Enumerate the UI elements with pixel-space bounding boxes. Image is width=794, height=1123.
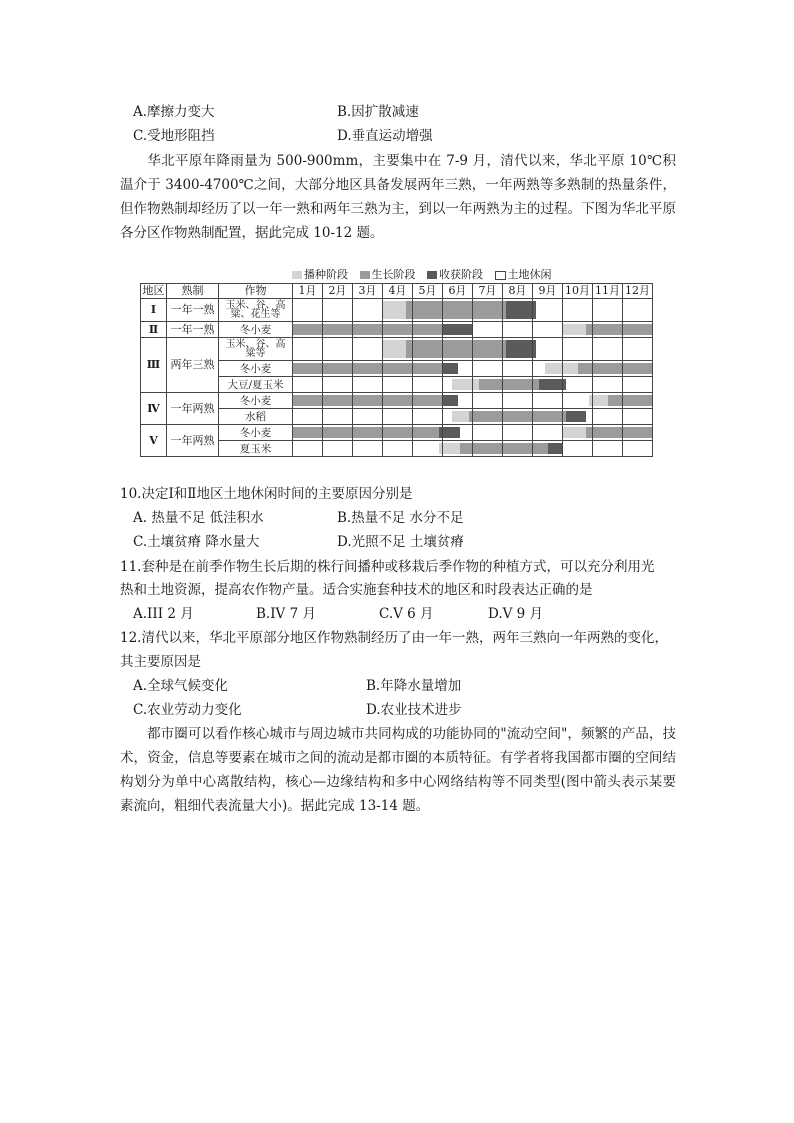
month-cell: [503, 338, 533, 361]
region-cell: Ⅰ: [141, 299, 167, 322]
crop-system-table: [140, 283, 653, 457]
month-cell: [413, 361, 443, 377]
bar-harv: [539, 379, 562, 390]
month-cell: [593, 338, 623, 361]
region-cell: Ⅲ: [141, 338, 167, 393]
month-cell: [383, 322, 413, 338]
bar-grow: [323, 427, 352, 438]
month-cell: [293, 377, 323, 393]
month-cell: [473, 393, 503, 409]
month-cell: [443, 322, 473, 338]
bar-grow: [593, 324, 622, 335]
bar-grow: [578, 363, 593, 374]
bar-grow: [353, 427, 382, 438]
month-cell: [563, 377, 593, 393]
bar-harv: [443, 363, 458, 374]
month-cell: [293, 409, 323, 425]
bar-grow: [383, 427, 412, 438]
month-cell: [383, 425, 413, 441]
q12-option-b: B.年降水量增加: [366, 678, 462, 694]
month-cell: [593, 377, 623, 393]
chart-legend: [292, 266, 560, 282]
month-cell: [473, 425, 503, 441]
q11-stem-line1: 11.套种是在前季作物生长后期的株行间播种或移栽后季作物的种植方式，可以充分利用光: [120, 559, 655, 575]
month-cell: [593, 393, 623, 409]
option-b-top: B.因扩散减速: [337, 104, 419, 120]
header-cell: 1月: [293, 284, 323, 299]
month-cell: [623, 441, 653, 457]
month-cell: [533, 409, 563, 425]
crop-cell: 冬小麦: [219, 361, 293, 377]
region-cell: Ⅴ: [141, 425, 167, 457]
month-cell: [503, 393, 533, 409]
month-cell: [443, 361, 473, 377]
bar-grow: [608, 395, 623, 406]
month-cell: [473, 338, 503, 361]
header-cell: 2月: [323, 284, 353, 299]
crop-cell: 大豆/夏玉米: [219, 377, 293, 393]
month-cell: [533, 425, 563, 441]
month-cell: [293, 299, 323, 322]
bar-grow: [479, 379, 502, 390]
table-row: [141, 425, 653, 441]
bar-grow: [353, 324, 382, 335]
month-cell: [443, 377, 473, 393]
q11-option-d: D.V 9 月: [488, 606, 544, 622]
month-cell: [323, 425, 353, 441]
month-cell: [293, 441, 323, 457]
month-cell: [563, 299, 593, 322]
table-header-row: [141, 284, 653, 299]
header-cell: 12月: [623, 284, 653, 299]
month-cell: [533, 322, 563, 338]
bar-harv: [566, 411, 586, 422]
month-cell: [383, 393, 413, 409]
bar-harv: [533, 301, 536, 319]
table-row: [141, 299, 653, 322]
month-cell: [473, 441, 503, 457]
month-cell: [623, 299, 653, 322]
month-cell: [593, 425, 623, 441]
month-cell: [353, 409, 383, 425]
bar-grow: [293, 363, 322, 374]
bar-grow: [593, 363, 622, 374]
bar-sow: [452, 379, 472, 390]
bar-grow: [353, 363, 382, 374]
month-cell: [473, 361, 503, 377]
month-cell: [593, 409, 623, 425]
q12-stem-line1: 12.清代以来，华北平原部分地区作物熟制经历了由一年一熟，两年三熟向一年两熟的变化，: [120, 630, 668, 646]
month-cell: [353, 393, 383, 409]
bar-grow: [406, 301, 412, 319]
bar-sow: [443, 443, 460, 454]
bar-grow: [383, 324, 412, 335]
month-cell: [413, 393, 443, 409]
month-cell: [533, 393, 563, 409]
month-cell: [413, 322, 443, 338]
bar-grow: [473, 443, 502, 454]
bar-sow: [383, 301, 406, 319]
month-cell: [533, 377, 563, 393]
region-cell: Ⅱ: [141, 322, 167, 338]
bar-grow: [533, 443, 548, 454]
month-cell: [353, 441, 383, 457]
legend-harvest-swatch: [427, 271, 437, 279]
bar-grow: [473, 411, 502, 422]
month-cell: [563, 425, 593, 441]
month-cell: [473, 299, 503, 322]
month-cell: [443, 393, 473, 409]
region-cell: Ⅳ: [141, 393, 167, 425]
bar-grow: [323, 395, 352, 406]
bar-harv: [506, 340, 532, 358]
system-cell: 一年一熟: [167, 322, 219, 338]
system-cell: 一年两熟: [167, 393, 219, 425]
month-cell: [413, 377, 443, 393]
bar-grow: [406, 340, 412, 358]
header-cell: 7月: [473, 284, 503, 299]
month-cell: [443, 425, 473, 441]
bar-grow: [323, 363, 352, 374]
bar-grow: [443, 340, 472, 358]
crop-cell: 夏玉米: [219, 441, 293, 457]
bar-harv: [563, 379, 566, 390]
bar-grow: [593, 427, 622, 438]
header-cell: 地区: [142, 284, 165, 297]
month-cell: [473, 409, 503, 425]
month-cell: [623, 425, 653, 441]
month-cell: [593, 299, 623, 322]
month-cell: [623, 361, 653, 377]
month-cell: [473, 322, 503, 338]
bar-grow: [586, 324, 592, 335]
header-cell: 11月: [593, 284, 623, 299]
table-row: [141, 393, 653, 409]
bar-grow: [503, 443, 532, 454]
bar-grow: [293, 395, 322, 406]
header-cell: 5月: [413, 284, 443, 299]
q10-stem: 10.决定Ⅰ和Ⅱ地区土地休闲时间的主要原因分别是: [120, 486, 413, 502]
month-cell: [293, 322, 323, 338]
month-cell: [503, 322, 533, 338]
metro-paragraph: [120, 722, 676, 818]
legend-grow-swatch: [360, 271, 370, 279]
crop-cell: 冬小麦: [219, 425, 293, 441]
month-cell: [323, 299, 353, 322]
month-cell: [353, 299, 383, 322]
bar-sow: [563, 363, 578, 374]
crop-cell: 冬小麦: [219, 322, 293, 338]
bar-sow: [563, 427, 586, 438]
month-cell: [293, 338, 323, 361]
crop-cell: 玉米、谷、高粱、花生等: [219, 299, 293, 322]
month-cell: [503, 299, 533, 322]
bar-grow: [413, 340, 442, 358]
month-cell: [383, 409, 413, 425]
month-cell: [533, 299, 563, 322]
month-cell: [353, 361, 383, 377]
month-cell: [473, 377, 503, 393]
bar-grow: [323, 324, 352, 335]
month-cell: [443, 441, 473, 457]
q12-option-d: D.农业技术进步: [366, 702, 462, 718]
crop-cell: 水稻: [219, 409, 293, 425]
system-cell: 两年三熟: [167, 338, 219, 393]
legend-harvest: 收获阶段: [427, 266, 483, 282]
legend-grow: 生长阶段: [360, 266, 416, 282]
header-cell: 8月: [503, 284, 533, 299]
month-cell: [563, 361, 593, 377]
month-cell: [563, 393, 593, 409]
q12-option-c: C.农业劳动力变化: [133, 702, 242, 718]
bar-sow: [383, 340, 406, 358]
month-cell: [503, 441, 533, 457]
month-cell: [593, 361, 623, 377]
header-cell: 10月: [563, 284, 593, 299]
month-cell: [323, 441, 353, 457]
bar-harv: [533, 340, 536, 358]
bar-grow: [503, 411, 532, 422]
month-cell: [413, 425, 443, 441]
bar-grow: [413, 301, 442, 319]
bar-harv: [443, 324, 472, 335]
legend-fallow-swatch: [495, 271, 506, 280]
table-row: [141, 338, 653, 361]
month-cell: [383, 361, 413, 377]
month-cell: [593, 322, 623, 338]
month-cell: [353, 322, 383, 338]
bar-grow: [503, 379, 532, 390]
month-cell: [563, 441, 593, 457]
q12-stem-line2: 其主要原因是: [120, 654, 201, 670]
header-cell: 熟制: [167, 284, 219, 299]
month-cell: [323, 377, 353, 393]
month-cell: [323, 409, 353, 425]
month-cell: [293, 425, 323, 441]
bar-grow: [413, 427, 439, 438]
month-cell: [443, 338, 473, 361]
month-cell: [563, 409, 593, 425]
month-cell: [383, 377, 413, 393]
month-cell: [323, 322, 353, 338]
bar-sow: [563, 324, 586, 335]
month-cell: [413, 299, 443, 322]
month-cell: [563, 338, 593, 361]
bar-harv: [548, 443, 563, 454]
intro-paragraph: [120, 149, 676, 245]
month-cell: [623, 338, 653, 361]
q10-option-c: C.土壤贫瘠 降水量大: [133, 534, 260, 550]
month-cell: [353, 425, 383, 441]
month-cell: [413, 441, 443, 457]
header-cell: 作物: [219, 284, 293, 299]
system-cell: 一年一熟: [167, 299, 219, 322]
month-cell: [563, 322, 593, 338]
q10-option-a: A. 热量不足 低洼积水: [133, 510, 264, 526]
q10-option-b: B.热量不足 水分不足: [337, 510, 464, 526]
month-cell: [623, 377, 653, 393]
bar-grow: [623, 395, 652, 406]
table-row: [141, 322, 653, 338]
month-cell: [623, 393, 653, 409]
month-cell: [353, 377, 383, 393]
metro-text: 都市圈可以看作核心城市与周边城市共同构成的功能协同的"流动空间"，频繁的产品，技术，资金，信息等要素在城市之间的流动是都市圈的本质特征。有学者将我国都市圈的空间结构划分为单中心离散结构，核心—边缘结构和多中心网络结构等不同类型(图中箭头表示某要素流向，粗细代表流量大小)。据此完成 13-14 题。: [120, 726, 676, 814]
bar-grow: [413, 363, 442, 374]
legend-sow: 播种阶段: [292, 266, 348, 282]
month-cell: [323, 393, 353, 409]
q12-option-a: A.全球气候变化: [133, 678, 229, 694]
bar-grow: [473, 301, 502, 319]
bar-grow: [623, 363, 652, 374]
bar-grow: [353, 395, 382, 406]
bar-harv: [443, 427, 460, 438]
bar-grow: [383, 395, 412, 406]
bar-grow: [413, 324, 442, 335]
crop-cell: 冬小麦: [219, 393, 293, 409]
month-cell: [503, 361, 533, 377]
month-cell: [293, 393, 323, 409]
month-cell: [323, 338, 353, 361]
q11-stem-line2: 热和土地资源，提高农作物产量。适合实施套种技术的地区和时段表达正确的是: [120, 582, 593, 598]
month-cell: [623, 322, 653, 338]
bar-sow: [452, 411, 469, 422]
bar-grow: [623, 324, 652, 335]
month-cell: [533, 338, 563, 361]
q11-option-b: B.IV 7 月: [256, 606, 316, 622]
q11-option-c: C.V 6 月: [379, 606, 434, 622]
month-cell: [503, 409, 533, 425]
bar-harv: [443, 395, 458, 406]
month-cell: [533, 361, 563, 377]
month-cell: [383, 338, 413, 361]
bar-grow: [443, 301, 472, 319]
bar-grow: [623, 427, 652, 438]
option-c-top: C.受地形阻挡: [133, 128, 215, 144]
bar-grow: [473, 340, 502, 358]
bar-grow: [413, 395, 442, 406]
month-cell: [593, 441, 623, 457]
bar-grow: [383, 363, 412, 374]
bar-sow: [545, 363, 562, 374]
month-cell: [353, 338, 383, 361]
bar-grow: [533, 411, 562, 422]
option-d-top: D.垂直运动增强: [337, 128, 433, 144]
month-cell: [413, 338, 443, 361]
header-cell: 6月: [443, 284, 473, 299]
option-a-top: A.摩擦力变大: [133, 104, 215, 120]
month-cell: [503, 425, 533, 441]
month-cell: [323, 361, 353, 377]
month-cell: [623, 409, 653, 425]
bar-sow: [593, 395, 608, 406]
legend-sow-swatch: [292, 271, 302, 279]
month-cell: [443, 409, 473, 425]
month-cell: [293, 361, 323, 377]
q10-option-d: D.光照不足 土壤贫瘠: [337, 534, 464, 550]
legend-fallow: 土地休闲: [495, 266, 552, 282]
header-cell: 9月: [533, 284, 563, 299]
month-cell: [443, 299, 473, 322]
intro-text: 华北平原年降雨量为 500-900mm，主要集中在 7-9 月，清代以来，华北平原 10℃积温介于 3400-4700℃之间，大部分地区具备发展两年三熟，一年两熟等多熟制的热量条件，但作物熟制却经历了以一年一熟和两年三熟为主，到以一年两熟为主的过程。下图为华北平原各分区作物熟制配置，据此完成 10-12 题。: [120, 153, 676, 241]
month-cell: [503, 377, 533, 393]
bar-grow: [460, 443, 472, 454]
bar-grow: [293, 427, 322, 438]
header-cell: 3月: [353, 284, 383, 299]
month-cell: [383, 299, 413, 322]
month-cell: [413, 409, 443, 425]
crop-cell: 玉米、谷、高粱等: [219, 338, 293, 361]
system-cell: 一年两熟: [167, 425, 219, 457]
q11-option-a: A.III 2 月: [133, 606, 194, 622]
month-cell: [533, 441, 563, 457]
bar-grow: [586, 427, 592, 438]
bar-grow: [293, 324, 322, 335]
header-cell: 4月: [383, 284, 413, 299]
month-cell: [383, 441, 413, 457]
bar-harv: [506, 301, 532, 319]
